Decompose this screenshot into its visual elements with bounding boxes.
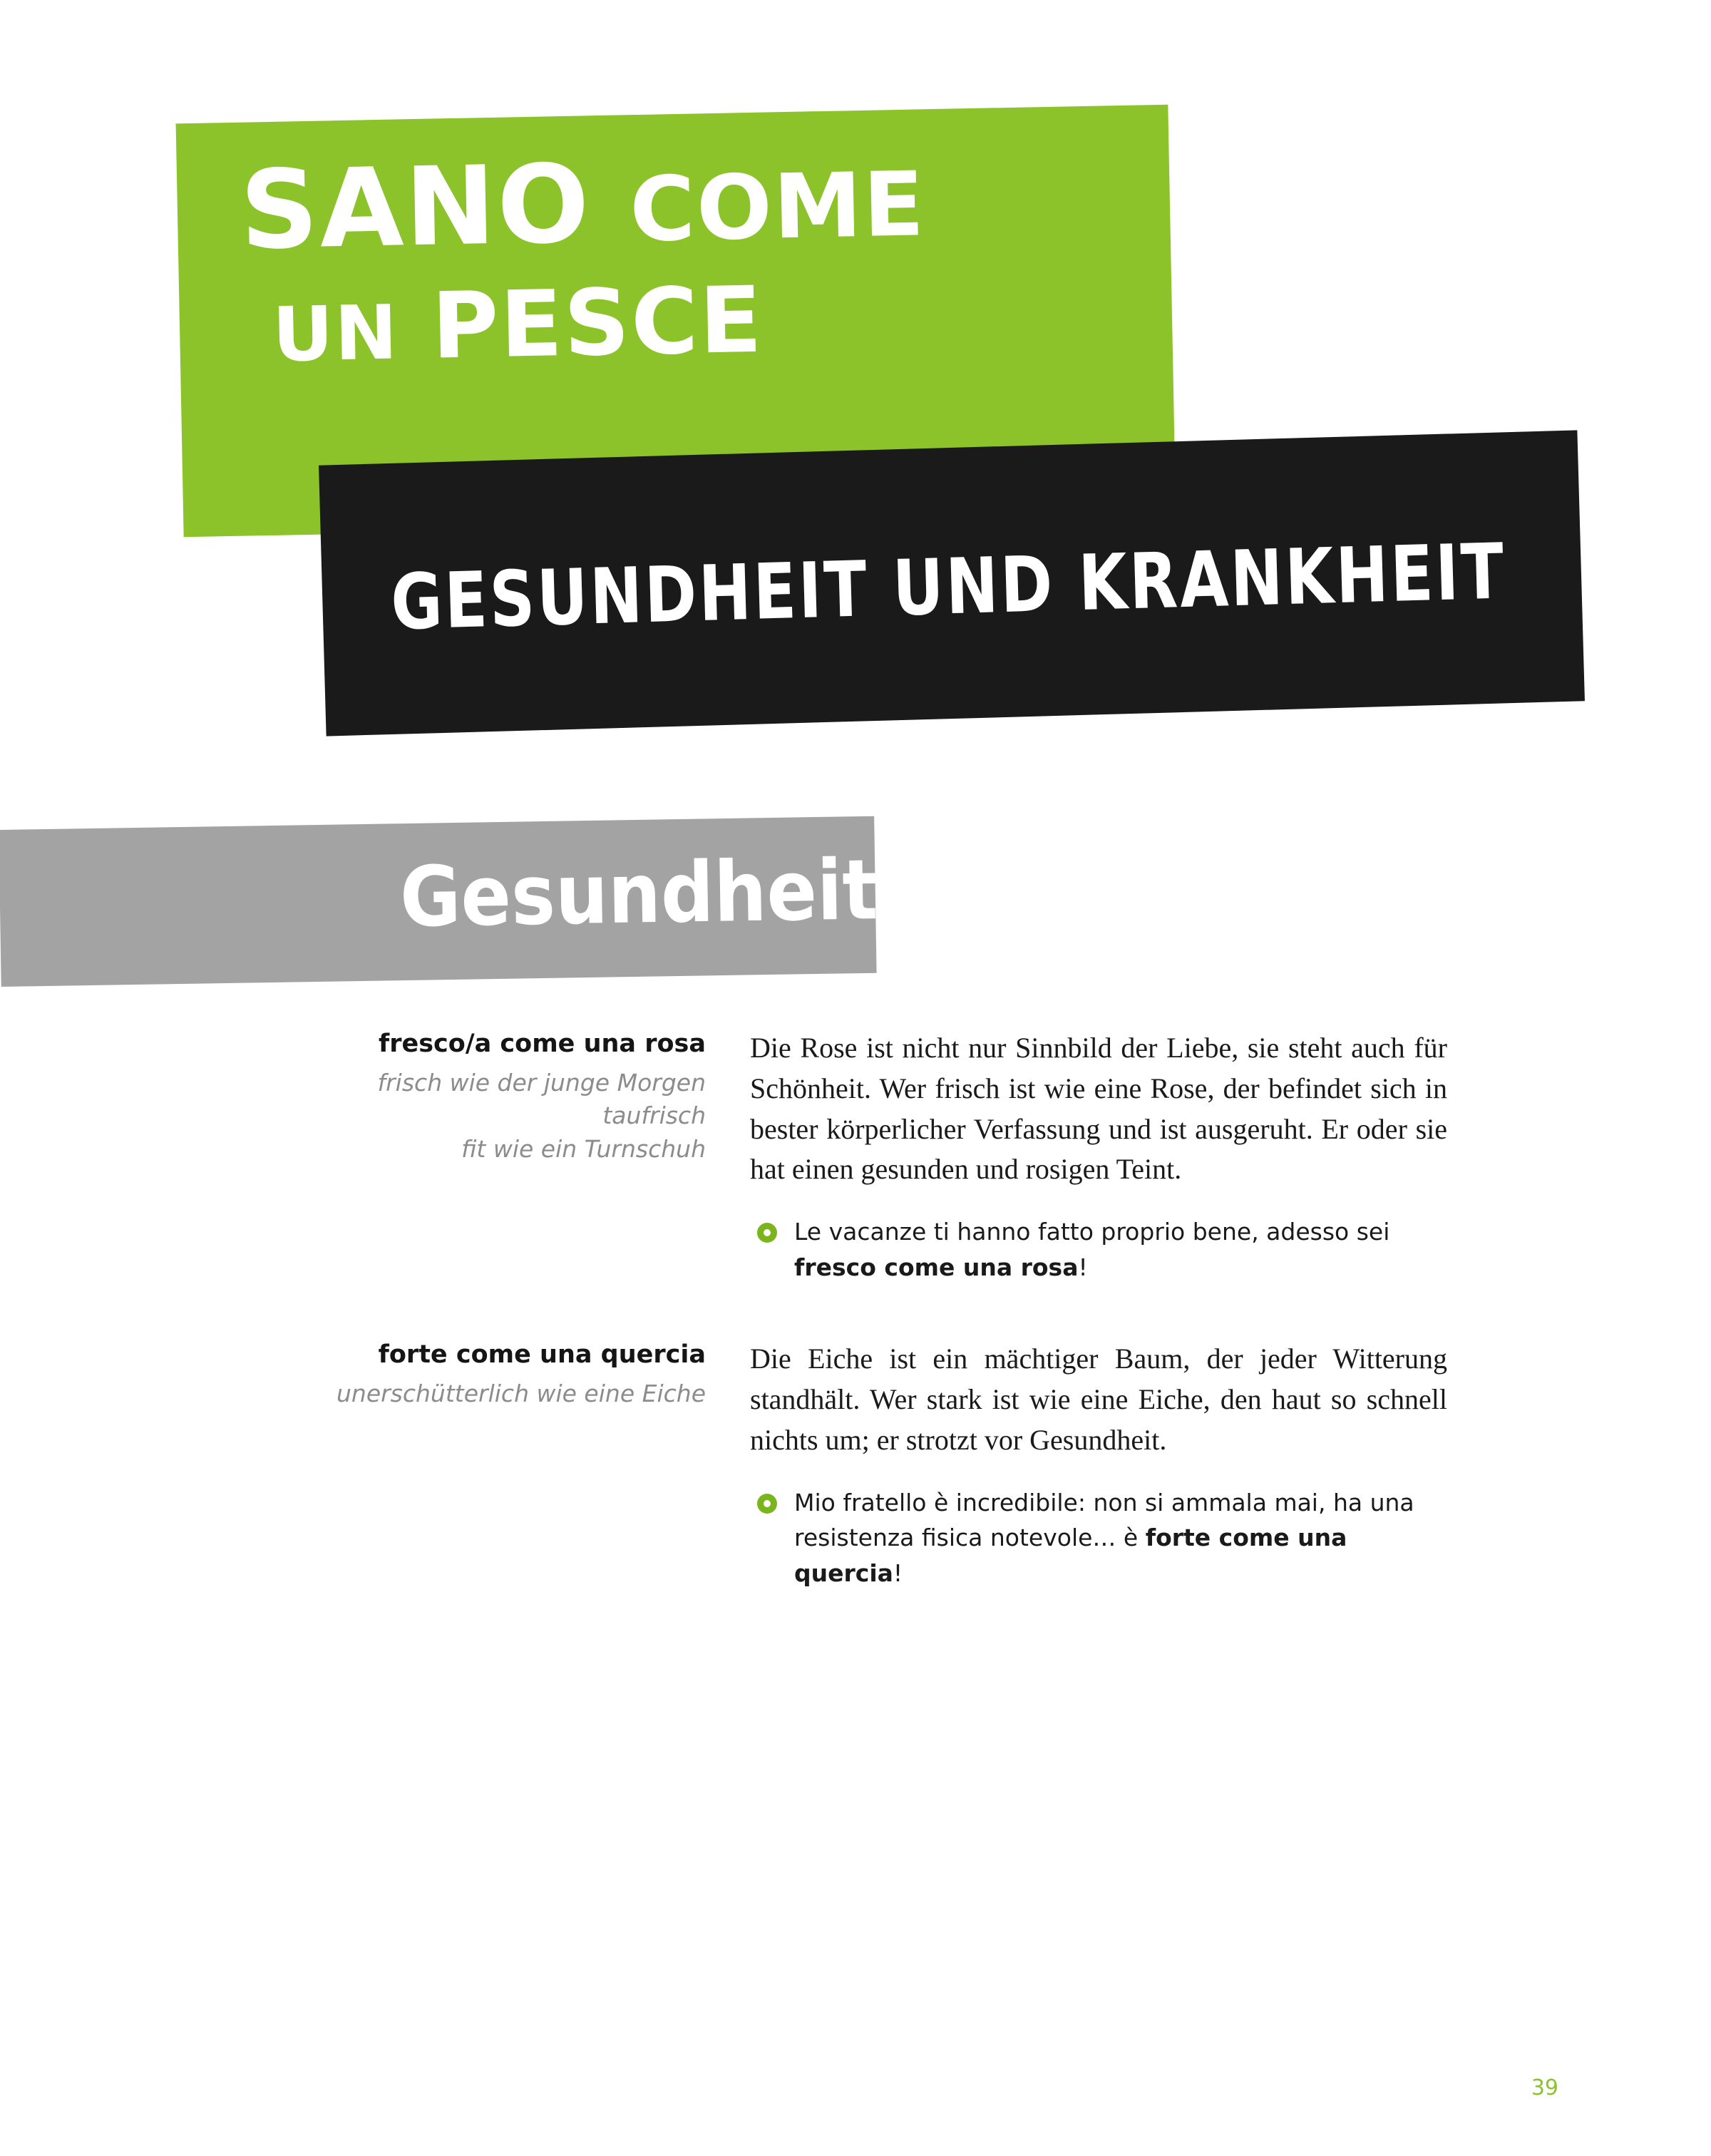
page-number: 39 [1531,2075,1558,2100]
literal-translation-line: fit wie ein Turnschuh [461,1135,706,1164]
example-sentence [750,1485,1447,1591]
italian-title-word-sano: SANO [239,140,592,274]
example-text-post: ! [893,1559,903,1587]
italian-title-word-un: UN [272,289,400,379]
literal-translation-line: unerschütterlich wie eine Eiche [336,1379,706,1407]
entry-list [0,1028,1711,1645]
example-text-pre: Mio fratello è incredibile: non si ammala mai, ha una resistenza fisica notevole… è [794,1488,1414,1552]
italian-title-word-come: COME [629,153,927,262]
example-sentence [750,1214,1447,1285]
example-text-pre: Le vacanze ti hanno fatto proprio bene, adesso sei [794,1218,1390,1246]
italian-title-line-1 [239,140,927,274]
entry-left-column [264,1028,706,1166]
entry-right-column [750,1339,1447,1591]
example-text-bold: fresco come una rosa [794,1253,1079,1281]
list-item [0,1028,1711,1285]
idiom-term: fresco/a come una rosa [378,1030,706,1058]
bullet-icon [757,1494,777,1514]
german-subtitle: GESUNDHEIT UND KRANKHEIT [389,526,1507,647]
explanation-text: Die Eiche ist ein mächtiger Baum, der jeder Witterung standhält. Wer stark ist wie eine Eiche, den haut so schnell nichts um; er strotzt vor Gesundheit. [750,1343,1447,1456]
literal-translation-line: frisch wie der junge Morgen [377,1068,706,1097]
list-item [0,1339,1711,1591]
entry-right-column [750,1028,1447,1285]
italian-title-line-2 [272,267,764,380]
literal-translations [264,1377,706,1411]
chapter-title-block [0,0,1711,791]
literal-translations [264,1067,706,1167]
bullet-icon [757,1223,777,1243]
section-heading-label: Gesundheit [399,841,879,946]
example-text-bold: forte come una quercia [794,1524,1347,1587]
explanation-text: Die Rose ist nicht nur Sinnbild der Liebe, sie steht auch für Schönheit. Wer frisch ist wie eine Rose, der befindet sich in bester körperlicher Verfassung und ist ausgeruht. Er oder sie hat einen gesunden und rosigen Teint. [750,1032,1447,1186]
idiom-term: forte come una quercia [378,1340,706,1370]
example-text-post: ! [1078,1253,1088,1281]
entry-left-column [264,1339,706,1410]
literal-translation-line: taufrisch [602,1102,706,1130]
italian-title-word-pesce: PESCE [431,267,764,380]
black-subtitle-banner-text [319,430,1585,736]
